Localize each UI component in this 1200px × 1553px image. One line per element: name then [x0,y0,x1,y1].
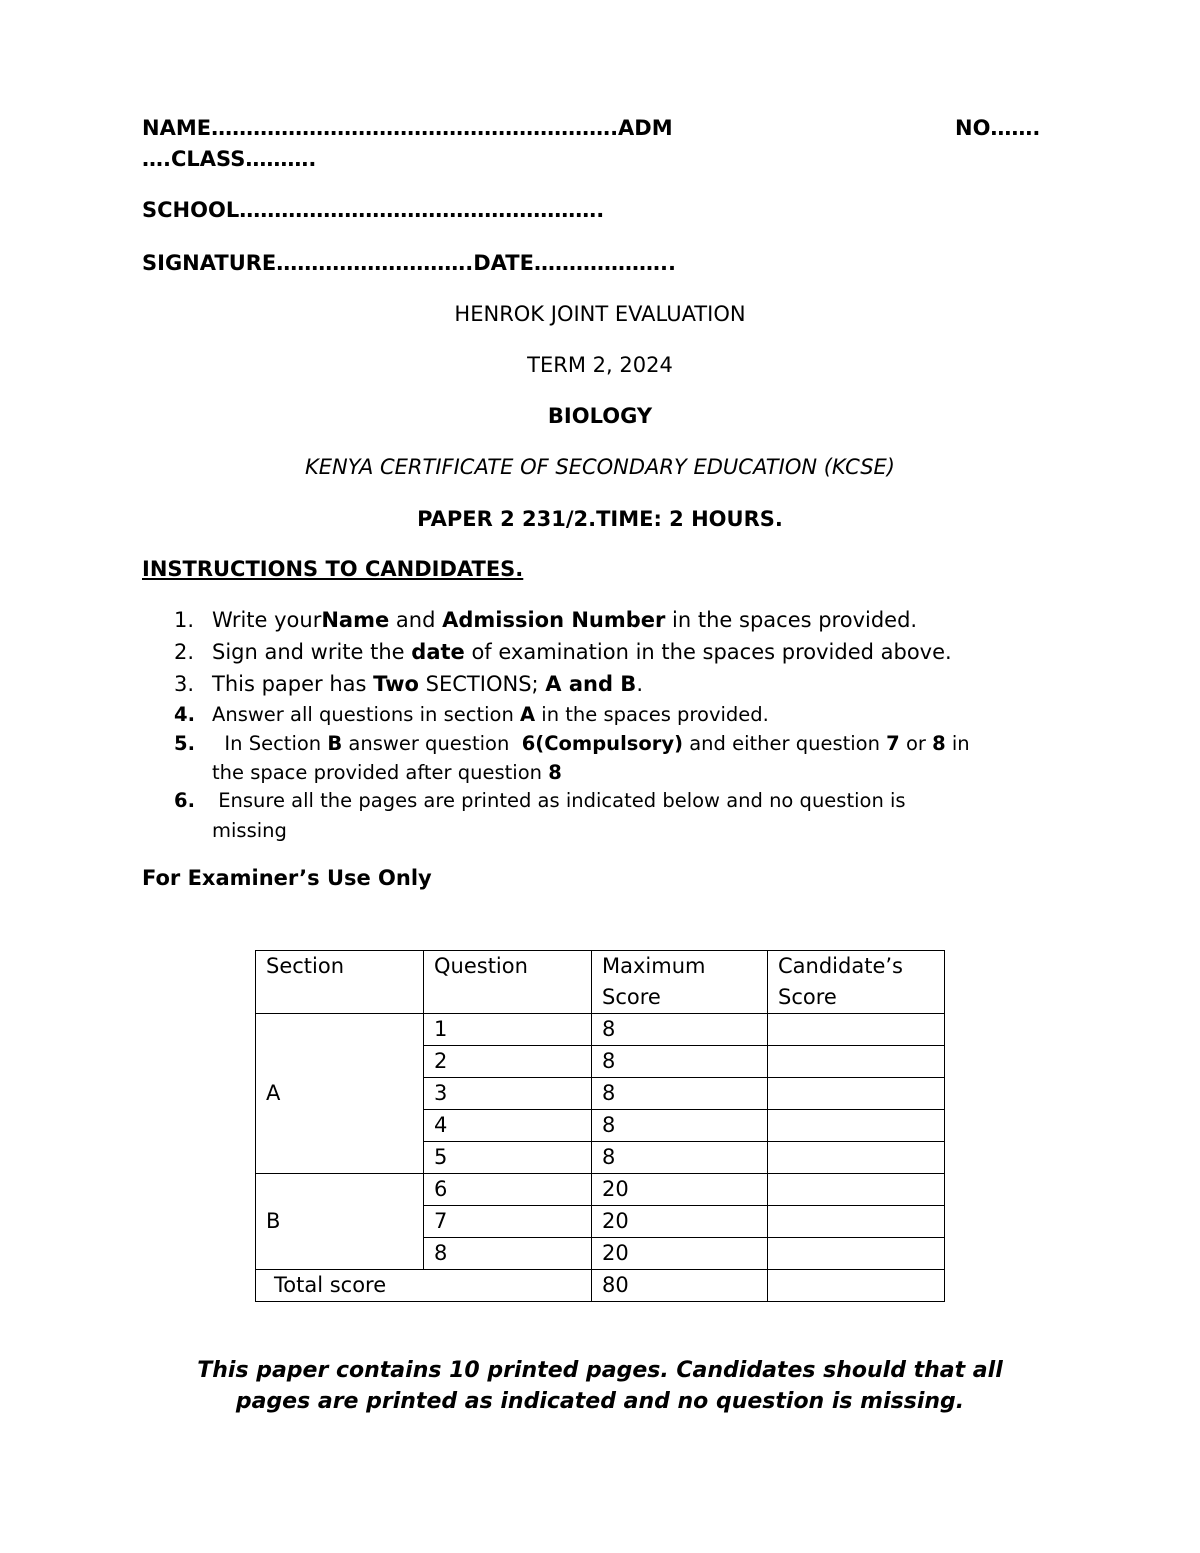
table-row [256,1014,945,1046]
max-score-cell: 8 [592,1014,768,1046]
name-adm-line: NAME………………………………………………….ADM [142,116,673,140]
max-score-cell: 8 [592,1142,768,1174]
question-cell: 4 [424,1110,592,1142]
org-title: HENROK JOINT EVALUATION [454,302,746,326]
footer-note: This paper contains 10 printed pages. Candidates should that all pages are printed as indicated and no question is missing. [197,1358,1003,1414]
school-line: SCHOOL……………………………………………. [142,198,605,222]
instruction-6-continued: missing [212,819,287,842]
question-cell: 7 [424,1206,592,1238]
section-b-cell: B [256,1174,424,1270]
candidate-score-cell[interactable] [768,1046,945,1078]
col-header-question: Question [424,951,592,1014]
adm-no-line: NO……. [955,116,1041,140]
table-header-row [256,951,945,1014]
col-header-candidate-score: Candidate’s Score [768,951,945,1014]
question-cell: 2 [424,1046,592,1078]
instruction-3: 3. This paper has Two SECTIONS; A and B. [174,672,644,696]
total-max-score: 80 [592,1270,768,1302]
instruction-1: 1. Write yourName and Admission Number in the spaces provided. [174,608,918,632]
paper-title: PAPER 2 231/2.TIME: 2 HOURS. [417,507,783,531]
signature-date-line: SIGNATURE……………………….DATE……………….. [142,251,676,275]
class-line: ….CLASS………. [142,147,317,171]
col-header-max-score: Maximum Score [592,951,768,1014]
instruction-2: 2. Sign and write the date of examination in the spaces provided above. [174,640,952,664]
col-header-section: Section [256,951,424,1014]
candidate-score-cell[interactable] [768,1078,945,1110]
examiner-heading: For Examiner’s Use Only [142,866,432,890]
candidate-score-cell[interactable] [768,1110,945,1142]
candidate-score-cell[interactable] [768,1174,945,1206]
instruction-4: 4. Answer all questions in section A in the spaces provided. [174,703,769,726]
instruction-6: 6. Ensure all the pages are printed as indicated below and no question is [174,789,906,812]
candidate-score-cell[interactable] [768,1206,945,1238]
table-row [256,1174,945,1206]
question-cell: 8 [424,1238,592,1270]
instructions-heading: INSTRUCTIONS TO CANDIDATES. [142,557,524,581]
max-score-cell: 20 [592,1206,768,1238]
score-table [255,950,945,1302]
candidate-score-cell[interactable] [768,1142,945,1174]
max-score-cell: 8 [592,1078,768,1110]
question-cell: 1 [424,1014,592,1046]
max-score-cell: 8 [592,1110,768,1142]
term-title: TERM 2, 2024 [527,353,673,377]
max-score-cell: 20 [592,1238,768,1270]
exam-title: KENYA CERTIFICATE OF SECONDARY EDUCATION (KCSE) [305,455,895,479]
candidate-score-cell[interactable] [768,1238,945,1270]
section-a-cell: A [256,1014,424,1174]
instruction-5: 5. In Section B answer question 6(Compulsory) and either question 7 or 8 in [174,732,970,755]
candidate-score-cell[interactable] [768,1014,945,1046]
subject-title: BIOLOGY [547,404,653,428]
question-cell: 5 [424,1142,592,1174]
instruction-5-continued: the space provided after question 8 [212,761,562,784]
total-row [256,1270,945,1302]
total-candidate-score[interactable] [768,1270,945,1302]
total-label: Total score [256,1270,592,1302]
max-score-cell: 20 [592,1174,768,1206]
question-cell: 6 [424,1174,592,1206]
max-score-cell: 8 [592,1046,768,1078]
question-cell: 3 [424,1078,592,1110]
